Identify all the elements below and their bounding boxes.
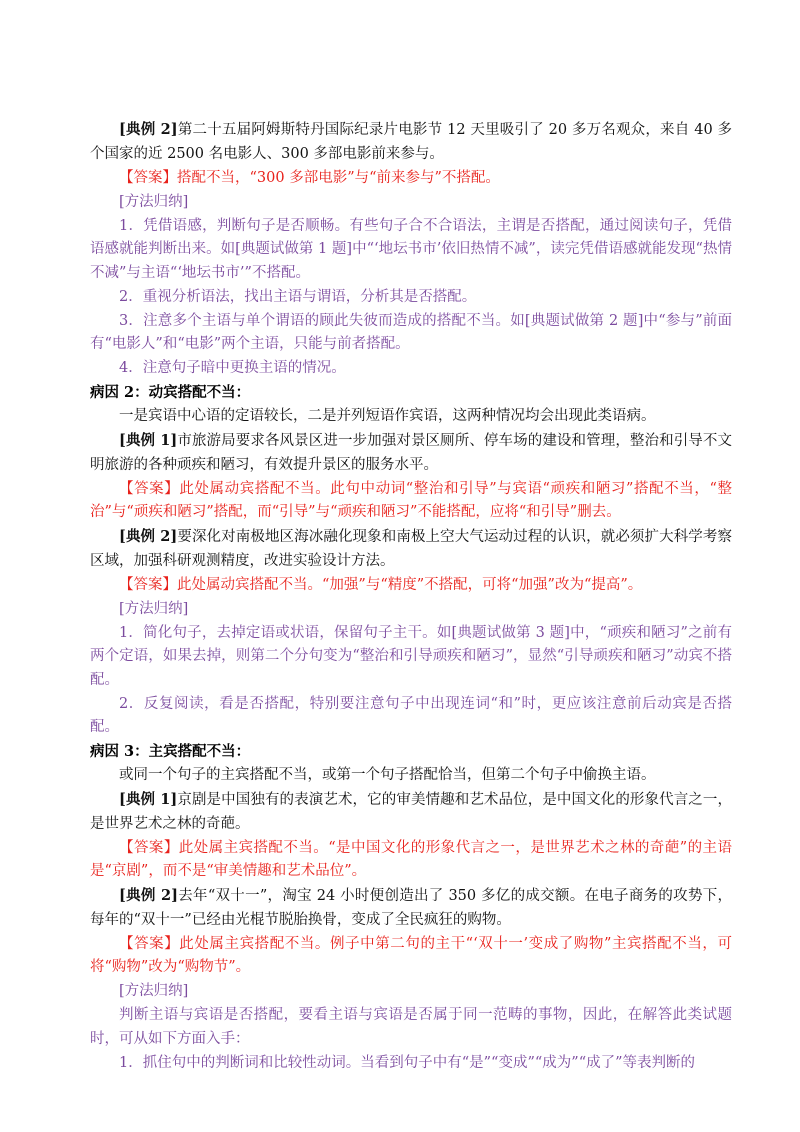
example-label: [典例 1] [119,432,178,449]
paragraph-text: 4．注意句子暗中更换主语的情况。 [119,360,346,376]
answer-paragraph [90,837,732,884]
paragraph-text: [方法归纳] [119,983,189,999]
body-paragraph [90,525,732,573]
paragraph-text: 3．注意多个主语与单个谓语的顾此失彼而造成的搭配不当。如[典题试做第 2 题]中“参与”前面有“电影人”和“电影”两个主语，只能与前者搭配。 [90,312,732,352]
document-body [90,118,732,1076]
paragraph-text: 1．抓住句中的判断词和比较性动词。当看到句子中有“是”“变成”“成为”“成了”等表判断的 [119,1054,696,1071]
method-paragraph [90,191,732,215]
method-paragraph [90,693,732,740]
paragraph-text: 一是宾语中心语的定语较长，二是并列短语作宾语，这两种情况均会出现此类语病。 [119,408,656,424]
paragraph-text: 病因 3：主宾搭配不当： [90,743,251,760]
method-paragraph [90,215,732,286]
method-paragraph [90,598,732,622]
paragraph-text: 京剧是中国独有的表演艺术，它的审美情趣和艺术品位，是中国文化的形象代言之一，是世界艺术之林的奇葩。 [90,792,733,832]
body-paragraph [90,405,732,429]
paragraph-text: 【答案】此处属主宾搭配不当。例子中第二句的主干“‘双十一’变成了购物”主宾搭配不当，可将“购物”改为“购物节”。 [90,935,732,975]
paragraph-text: 判断主语与宾语是否搭配，要看主语与宾语是否属于同一范畴的事物，因此，在解答此类试题时，可从如下方面入手： [90,1007,732,1047]
method-paragraph [90,622,732,693]
body-paragraph [90,788,732,836]
body-paragraph [90,118,732,166]
method-paragraph [90,357,732,381]
answer-paragraph [90,478,732,525]
method-paragraph [90,310,732,357]
paragraph-text: 要深化对南极地区海冰融化现象和南极上空大气运动过程的认识，就必须扩大科学考察区域，加强科研观测精度，改进实验设计方法。 [90,529,733,569]
paragraph-text: 1．凭借语感，判断句子是否顺畅。有些句子合不合语法，主谓是否搭配，通过阅读句子，凭借语感就能判断出来。如[典题试做第 1 题]中“‘地坛书市’依旧热情不减”，读完凭借语感就能发现“热情不减”与主语“‘地坛书市’”不搭配。 [90,217,732,281]
paragraph-text: [方法归纳] [119,193,189,210]
body-paragraph [90,764,732,788]
paragraph-text: 【答案】搭配不当，“300 多部电影”与“前来参与”不搭配。 [119,169,500,186]
paragraph-text: [方法归纳] [119,600,189,617]
section-heading [90,381,732,405]
paragraph-text: 或同一个句子的主宾搭配不当，或第一个句子搭配恰当，但第二个句子中偷换主语。 [119,767,656,783]
paragraph-text: 2．重视分析语法，找出主语与谓语，分析其是否搭配。 [119,288,477,305]
paragraph-text: 【答案】此处属动宾搭配不当。“加强”与“精度”不搭配，可将“加强”改为“提高”。 [119,576,643,593]
paragraph-text: 第二十五届阿姆斯特丹国际纪录片电影节 12 天里吸引了 20 多万名观众，来自 40 多个国家的近 2500 名电影人、300 多部电影前来参与。 [90,122,732,162]
paragraph-text: 病因 2：动宾搭配不当： [90,384,251,401]
method-paragraph [90,1004,732,1051]
method-paragraph [90,980,732,1004]
answer-paragraph [90,167,732,191]
body-paragraph [90,884,732,932]
method-paragraph [90,286,732,310]
paragraph-text: 去年“双十一”，淘宝 24 小时便创造出了 350 多亿的成交额。在电子商务的攻势下，每年的“双十一”已经由光棍节脱胎换骨，变成了全民疯狂的购物。 [90,888,733,928]
answer-paragraph [90,933,732,980]
example-label: [典例 2] [119,887,178,904]
section-heading [90,740,732,764]
paragraph-text: 2．反复阅读，看是否搭配，特别要注意句子中出现连词“和”时，更应该注意前后动宾是否搭配。 [90,695,732,735]
body-paragraph [90,429,732,477]
example-label: [典例 2] [119,121,178,138]
answer-paragraph [90,574,732,598]
example-label: [典例 2] [119,528,178,545]
method-paragraph [90,1052,732,1076]
paragraph-text: 市旅游局要求各风景区进一步加强对景区厕所、停车场的建设和管理，整治和引导不文明旅游的各种顽疾和陋习，有效提升景区的服务水平。 [90,433,733,473]
example-label: [典例 1] [119,791,178,808]
paragraph-text: 1．简化句子，去掉定语或状语，保留句子主干。如[典题试做第 3 题]中，“顽疾和陋习”之前有两个定语，如果去掉，则第二个分句变为“整治和引导顽疾和陋习”，显然“引导顽疾和陋习”动宾不搭配。 [90,624,732,688]
paragraph-text: 【答案】此处属主宾搭配不当。“是中国文化的形象代言之一，是世界艺术之林的奇葩”的主语是“京剧”，而不是“审美情趣和艺术品位”。 [90,839,732,879]
paragraph-text: 【答案】此处属动宾搭配不当。此句中动词“整治和引导”与宾语“顽疾和陋习”搭配不当，“整治”与“顽疾和陋习”搭配，而“引导”与“顽疾和陋习”不能搭配，应将“和引导”删去。 [90,480,732,520]
